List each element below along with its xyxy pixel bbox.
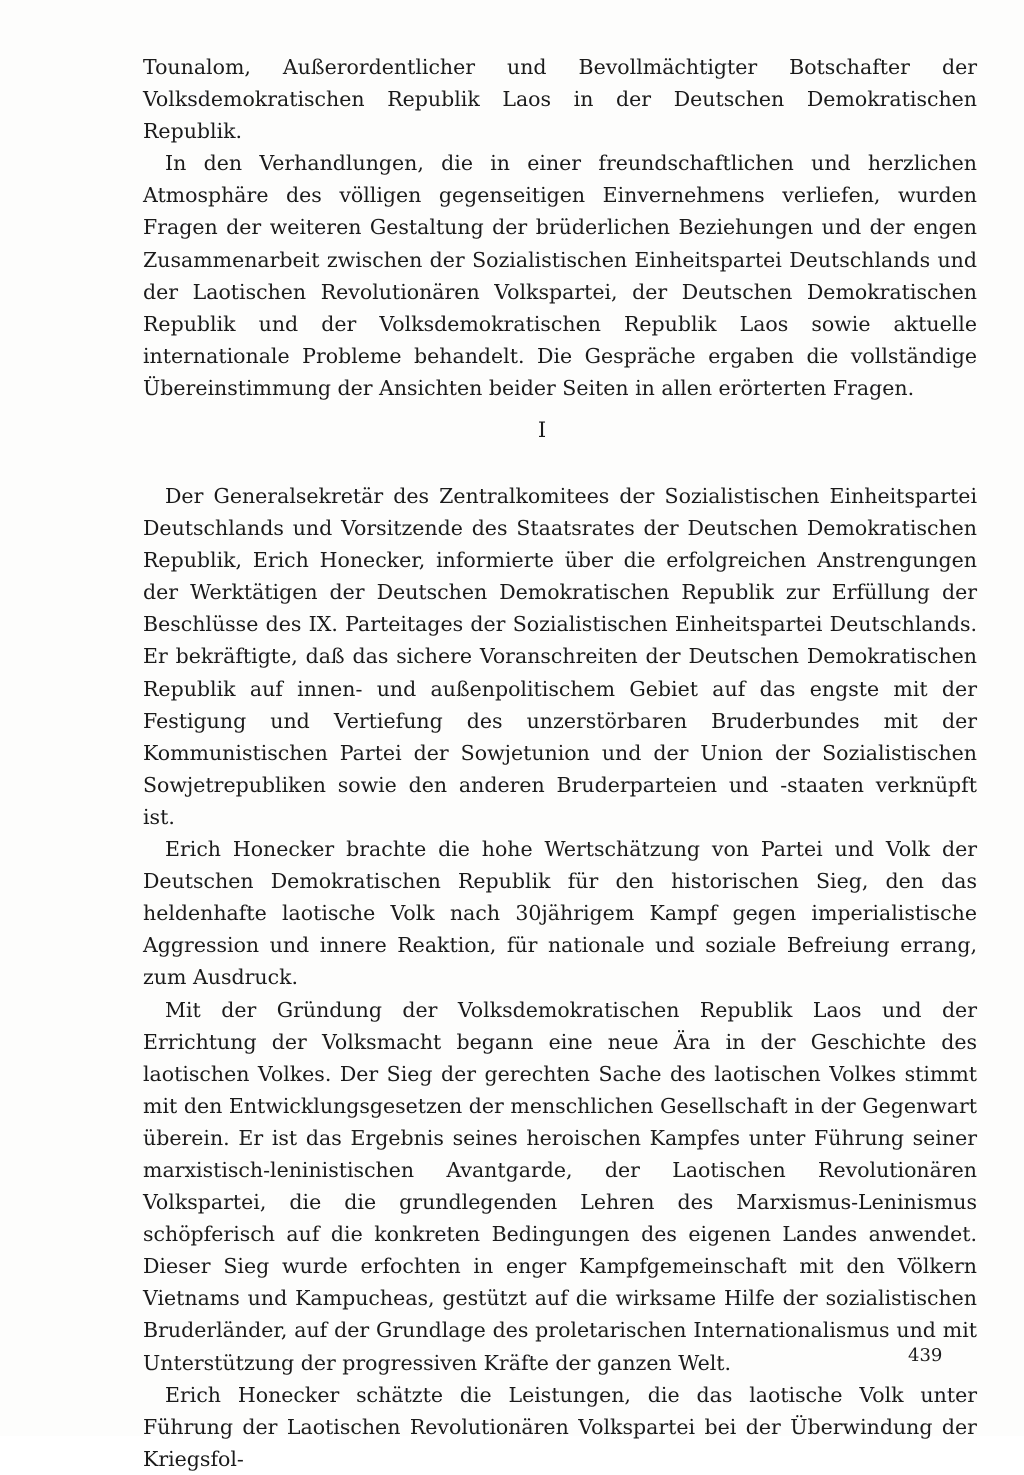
- paragraph-achievements: Erich Honecker schätzte die Leistungen, die das laotische Volk unter Führung der Laotischen Revolutionären Volkspartei bei der Überwindung der Kriegsfol-: [143, 1382, 977, 1471]
- top-text-block: [143, 51, 977, 404]
- main-text-block: [143, 480, 977, 1475]
- paragraph-founding-republic: Mit der Gründung der Volksdemokratischen Republik Laos und der Errichtung der Volksmacht begann eine neue Ära in der Geschichte des laotischen Volkes. Der Sieg der gerechten Sache des laotischen Volkes stimmt mit den Entwicklungsgesetzen der menschlichen Gesellschaft in der Gegenwart überein. Er ist das Ergebnis seines heroischen Kampfes unter Führung seiner marxistisch-leninistischen Avantgarde, der Laotischen Revolutionären Volkspartei, die die grundlegenden Lehren des Marxismus-Leninismus schöpferisch auf die konkreten Bedingungen des eigenen Landes anwendet. Dieser Sieg wurde erfochten in enger Kampfgemeinschaft mit den Völkern Vietnams und Kampucheas, gestützt auf die wirksame Hilfe der sozialistischen Bruderländer, auf der Grundlage des proletarischen Internationalismus und mit Unterstützung der progressiven Kräfte der ganzen Welt.: [143, 997, 977, 1375]
- page-number: 439: [908, 1345, 943, 1366]
- paragraph-historic-victory: Erich Honecker brachte die hohe Wertschätzung von Partei und Volk der Deutschen Demokratischen Republik für den historischen Sieg, den das heldenhafte laotische Volk nach 30jährigem Kampf gegen imperialistische Aggression und innere Reaktion, für nationale und soziale Befreiung errang, zum Ausdruck.: [143, 837, 977, 990]
- paragraph-general-secretary: Der Generalsekretär des Zentralkomitees der Sozialistischen Einheitspartei Deutschlands und Vorsitzende des Staatsrates der Deutschen Demokratischen Republik, Erich Honecker, informierte über die erfolgreichen Anstrengungen der Werktätigen der Deutschen Demokratischen Republik zur Erfüllung der Beschlüsse des IX. Parteitages der Sozialistischen Einheitspartei Deutschlands. Er bekräftigte, daß das sichere Voranschreiten der Deutschen Demokratischen Republik auf innen- und außenpolitischem Gebiet auf das engste mit der Festigung und Vertiefung des unzerstörbaren Bruderbundes mit der Kommunistischen Partei der Sowjetunion und der Union der Sozialistischen Sowjetrepubliken sowie den anderen Bruderparteien und -staaten verknüpft ist.: [143, 484, 977, 829]
- section-heading: I: [537, 418, 547, 442]
- paragraph-negotiations: In den Verhandlungen, die in einer freundschaftlichen und herzlichen Atmosphäre des völligen gegenseitigen Einvernehmens verliefen, wurden Fragen der weiteren Gestaltung der brüderlichen Beziehungen und der engen Zusammenarbeit zwischen der Sozialistischen Einheitspartei Deutschlands und der Laotischen Revolutionären Volkspartei, der Deutschen Demokratischen Republik und der Volksdemokratischen Republik Laos sowie aktuelle internationale Probleme behandelt. Die Gespräche ergaben die vollständige Übereinstimmung der Ansichten beider Seiten in allen erörterten Fragen.: [143, 151, 977, 400]
- paragraph-continuation: Tounalom, Außerordentlicher und Bevollmächtigter Botschafter der Volksdemokratischen Republik Laos in der Deutschen Demokratischen Republik.: [143, 55, 977, 144]
